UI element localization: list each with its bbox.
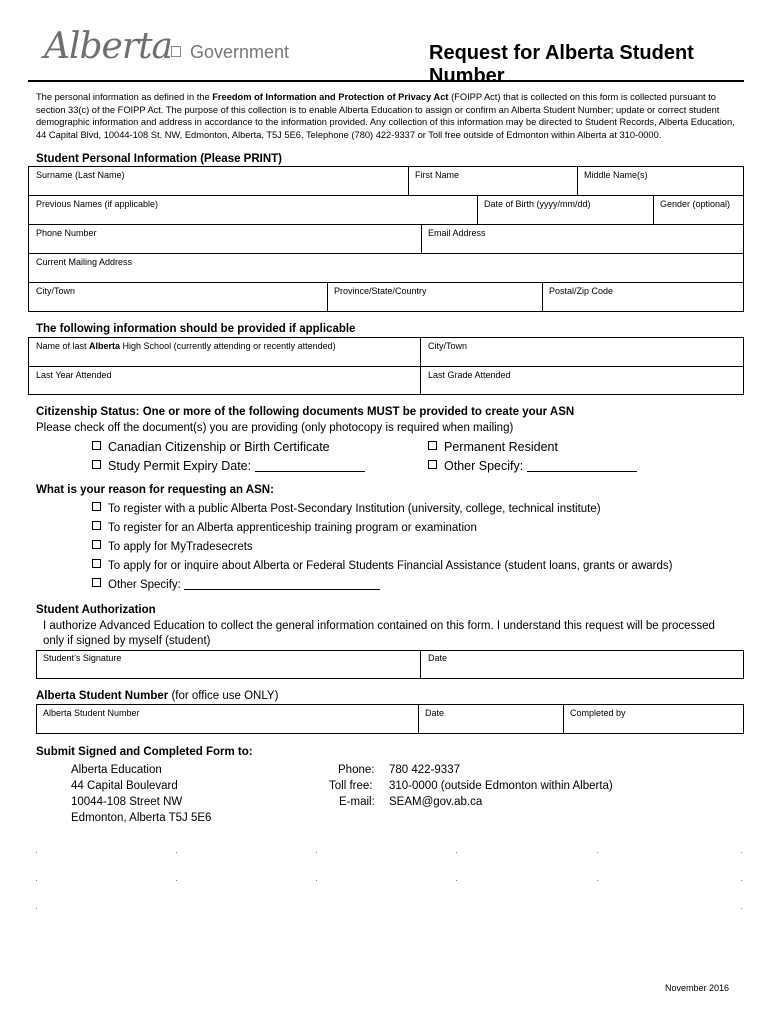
school-info-heading: The following information should be provided if applicable — [36, 323, 356, 335]
phone-value: 780 422-9337 — [389, 764, 460, 776]
other-reason-blank[interactable] — [184, 578, 380, 590]
last-grade-field[interactable]: Last Grade Attended — [428, 370, 511, 380]
reason-label: To apply for MyTradesecrets — [108, 541, 253, 553]
office-use-heading-bold: Alberta Student Number — [36, 690, 169, 702]
office-use-table — [36, 704, 744, 734]
authorization-text-2: only if signed by myself (student) — [43, 635, 211, 647]
scan-dot — [36, 880, 37, 881]
last-school-label-bold: Alberta — [89, 341, 121, 351]
checkbox[interactable] — [92, 521, 101, 530]
col-divider — [563, 704, 564, 734]
tollfree-value: 310-0000 (outside Edmonton within Alberta) — [389, 780, 613, 792]
scan-dot — [741, 908, 742, 909]
scan-dot — [36, 852, 37, 853]
email-address-field[interactable]: Email Address — [428, 228, 486, 238]
col-divider — [418, 704, 419, 734]
row-divider — [28, 253, 744, 254]
scan-dot — [597, 880, 598, 881]
phone-number-field[interactable]: Phone Number — [36, 228, 97, 238]
scan-dot — [741, 880, 742, 881]
scan-dot — [316, 852, 317, 853]
other-document-option[interactable] — [428, 459, 637, 473]
form-date: November 2016 — [665, 983, 730, 993]
page-title: Request for Alberta Student Number — [429, 42, 694, 87]
reason-label: To register for an Alberta apprenticeship training program or examination — [108, 522, 477, 534]
logo-mark — [171, 46, 181, 57]
school-city-field[interactable]: City/Town — [428, 341, 468, 351]
scan-dot — [316, 880, 317, 881]
canadian-citizenship-option[interactable] — [92, 440, 330, 454]
last-year-field[interactable]: Last Year Attended — [36, 370, 112, 380]
scan-dot — [176, 852, 177, 853]
address-line: 44 Capital Boulevard — [71, 780, 178, 792]
last-school-field[interactable] — [36, 341, 336, 351]
permanent-resident-label: Permanent Resident — [444, 440, 558, 454]
asn-field[interactable]: Alberta Student Number — [43, 708, 140, 718]
scan-dot — [456, 852, 457, 853]
checkbox[interactable] — [92, 559, 101, 568]
city-town-field[interactable]: City/Town — [36, 286, 76, 296]
row-divider — [28, 282, 744, 283]
last-school-label-2: High School (currently attending or recently attended) — [120, 341, 336, 351]
permanent-resident-option[interactable] — [428, 440, 558, 454]
surname-field[interactable]: Surname (Last Name) — [36, 170, 125, 180]
checkbox[interactable] — [92, 460, 101, 469]
alberta-logo: Alberta — [44, 26, 172, 67]
previous-names-field[interactable]: Previous Names (if applicable) — [36, 199, 159, 209]
row-divider — [28, 224, 744, 225]
reason-option[interactable] — [92, 559, 672, 572]
col-divider — [577, 166, 578, 195]
address-line: Alberta Education — [71, 764, 162, 776]
gender-field[interactable]: Gender (optional) — [660, 199, 731, 209]
col-divider — [477, 195, 478, 224]
scan-dot — [741, 852, 742, 853]
tollfree-label: Toll free: — [329, 780, 373, 792]
privacy-notice — [36, 91, 740, 141]
col-divider — [542, 282, 543, 312]
privacy-text-2: (FOIPP Act) that is collected on this form is collected pursuant to section 33(c) of the FOIPP Act. The purpose of this collection is to enable Alberta Education to assign or confirm an Alberta Student Number; update or correct student demographic information and address in accordance to the information provided. Any collection of this information may be directed to Student Records, Alberta Education, 44 Capital Blvd, 10044-108 St. NW, Edmonton, Alberta, T5J 5E6, Telephone (780) 422-9337 or Toll free outside of Edmonton within Alberta at 310-0000. — [36, 92, 735, 140]
citizenship-heading: Citizenship Status: One or more of the following documents MUST be provided to create your ASN — [36, 406, 575, 418]
reason-heading: What is your reason for requesting an ASN: — [36, 484, 274, 496]
privacy-text-1: The personal information as defined in the — [36, 92, 213, 102]
scan-dot — [597, 852, 598, 853]
other-document-blank[interactable] — [527, 460, 637, 472]
last-school-label-1: Name of last — [36, 341, 90, 351]
province-field[interactable]: Province/State/Country — [334, 286, 427, 296]
reason-label: To register with a public Alberta Post-Secondary Institution (university, college, technical institute) — [108, 503, 601, 515]
email-value: SEAM@gov.ab.ca — [389, 796, 483, 808]
middle-names-field[interactable]: Middle Name(s) — [584, 170, 648, 180]
phone-label: Phone: — [338, 764, 375, 776]
postal-code-field[interactable]: Postal/Zip Code — [549, 286, 614, 296]
first-name-field[interactable]: First Name — [415, 170, 460, 180]
expiry-date-blank[interactable] — [255, 460, 365, 472]
col-divider — [408, 166, 409, 195]
signature-table — [36, 650, 744, 679]
address-line: 10044-108 Street NW — [71, 796, 183, 808]
col-divider — [420, 650, 421, 679]
col-divider — [421, 224, 422, 253]
reason-option[interactable] — [92, 521, 477, 534]
office-use-heading-rest: (for office use ONLY) — [168, 690, 279, 702]
row-divider — [28, 366, 744, 367]
reason-label: Other Specify: — [108, 579, 181, 591]
scan-dot — [456, 880, 457, 881]
scan-dot — [176, 880, 177, 881]
checkbox[interactable] — [92, 441, 101, 450]
col-divider — [327, 282, 328, 312]
canadian-citizenship-label: Canadian Citizenship or Birth Certificate — [108, 440, 330, 454]
checkbox[interactable] — [428, 460, 437, 469]
authorization-heading: Student Authorization — [36, 604, 156, 616]
signature-field[interactable]: Student’s Signature — [43, 653, 122, 663]
col-divider — [420, 337, 421, 395]
office-use-heading — [36, 690, 278, 702]
row-divider — [28, 195, 744, 196]
reason-option[interactable] — [92, 540, 253, 553]
checkbox[interactable] — [92, 502, 101, 511]
personal-info-heading: Student Personal Information (Please PRINT) — [36, 153, 283, 165]
reason-option[interactable] — [92, 578, 380, 591]
header-rule — [28, 80, 744, 82]
col-divider — [653, 195, 654, 224]
checkbox[interactable] — [92, 578, 101, 587]
email-label: E-mail: — [339, 796, 375, 808]
reason-label: To apply for or inquire about Alberta or Federal Students Financial Assistance (student loans, grants or awards) — [108, 560, 673, 572]
study-permit-label: Study Permit Expiry Date: — [108, 459, 252, 473]
authorization-text-1: I authorize Advanced Education to collect the general information contained on this form. I understand this request will be processed — [43, 620, 715, 632]
submit-heading: Submit Signed and Completed Form to: — [36, 746, 253, 758]
office-date-field[interactable]: Date — [425, 708, 445, 718]
checkbox[interactable] — [428, 441, 437, 450]
scan-dot — [36, 908, 37, 909]
citizenship-instructions: Please check off the document(s) you are providing (only photocopy is required when mailing) — [36, 422, 514, 434]
date-of-birth-field[interactable]: Date of Birth (yyyy/mm/dd) — [484, 199, 591, 209]
address-line: Edmonton, Alberta T5J 5E6 — [71, 812, 212, 824]
completed-by-field[interactable]: Completed by — [570, 708, 626, 718]
signature-date-field[interactable]: Date — [428, 653, 448, 663]
foipp-act-name: Freedom of Information and Protection of Privacy Act — [212, 92, 449, 102]
checkbox[interactable] — [92, 540, 101, 549]
other-document-label: Other Specify: — [444, 459, 524, 473]
government-wordmark: Government — [190, 42, 290, 62]
reason-option[interactable] — [92, 502, 601, 515]
study-permit-option[interactable] — [92, 459, 365, 473]
mailing-address-field[interactable]: Current Mailing Address — [36, 257, 133, 267]
